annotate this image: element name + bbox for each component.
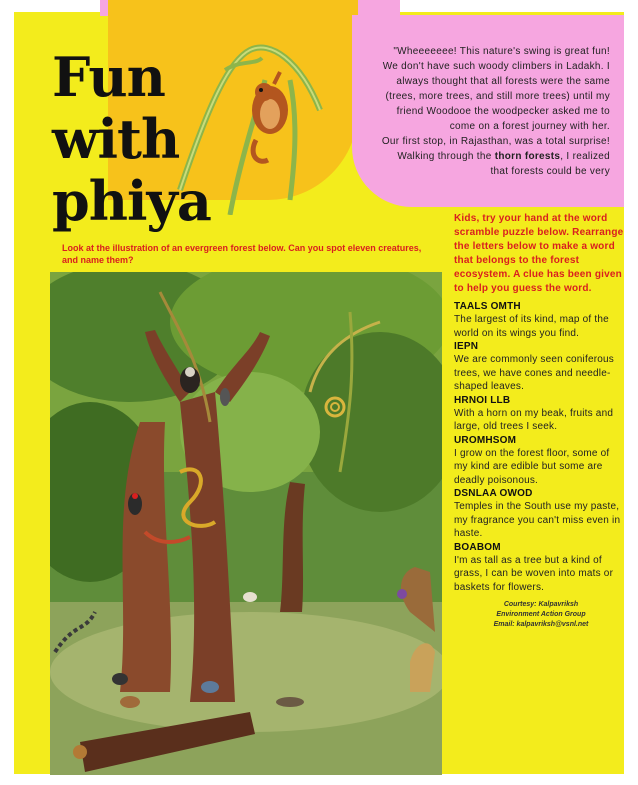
quiz-prompt: Look at the illustration of an evergreen forest below. Can you spot eleven creatures, and name them? bbox=[62, 243, 422, 265]
clue-hint: With a horn on my beak, fruits and large, old trees I seek. bbox=[454, 407, 614, 432]
intro-p2-start: Our first stop, in Rajasthan, was a total surprise! Walking through the bbox=[381, 136, 610, 162]
clue-scramble: TAALS OMTH bbox=[454, 301, 521, 312]
title-line-2: with bbox=[52, 107, 180, 171]
puzzle-intro: Kids, try your hand at the word scramble puzzle below. Rearrange the letters below to make a word that belongs to the forest ecosystem. A clue has been given to help you guess the word. bbox=[454, 213, 624, 294]
clue-scramble: IEPN bbox=[454, 341, 479, 352]
page-title bbox=[52, 46, 252, 232]
intro-paragraph-2 bbox=[378, 134, 610, 179]
intro-p2-end: , I realized that forests could be very bbox=[490, 151, 610, 177]
clue-hint: I grow on the forest floor, some of my kind are edible but some are deadly poisonous. bbox=[454, 447, 610, 486]
credits-line-2: Environment Action Group bbox=[496, 611, 586, 618]
word-scramble-panel bbox=[454, 212, 624, 630]
intro-text bbox=[378, 44, 610, 179]
clue-scramble: DSNLAA OWOD bbox=[454, 488, 533, 499]
pink-accent-top bbox=[358, 0, 400, 16]
clue-scramble: HRNOI LLB bbox=[454, 394, 511, 406]
intro-p2-bold: thorn forests bbox=[494, 151, 561, 162]
credits bbox=[454, 600, 624, 630]
clue-scramble: UROMHSOM bbox=[454, 434, 517, 446]
clue-hint: The largest of its kind, map of the world on its wings you find. bbox=[454, 314, 609, 339]
credits-email: Email: kalpavriksh@vsnl.net bbox=[493, 621, 589, 628]
phiya-character bbox=[252, 72, 288, 161]
title-line-1: Fun bbox=[52, 45, 165, 109]
clue-hint: Temples in the South use my paste, my fragrance you can't miss even in haste. bbox=[454, 501, 621, 539]
clue-scramble: BOABOM bbox=[454, 541, 501, 553]
clue-hint: We are commonly seen coniferous trees, we have cones and needle-shaped leaves. bbox=[454, 354, 614, 392]
evergreen-forest-illustration bbox=[50, 272, 442, 775]
credits-line-1: Courtesy: Kalpavriksh bbox=[503, 601, 579, 608]
clue-hint: I'm as tall as a tree but a kind of grass, I can be woven into mats or baskets for flowers. bbox=[454, 554, 614, 593]
title-line-3: phiya bbox=[52, 169, 211, 233]
intro-paragraph-1: "Wheeeeeee! This nature's swing is great fun! We don't have such woody climbers in Ladakh. I always thought that all forests were the same (trees, more trees, and still more trees) until my friend Woodooe the woodpecker asked me to come on a forest journey with her. bbox=[382, 46, 610, 132]
